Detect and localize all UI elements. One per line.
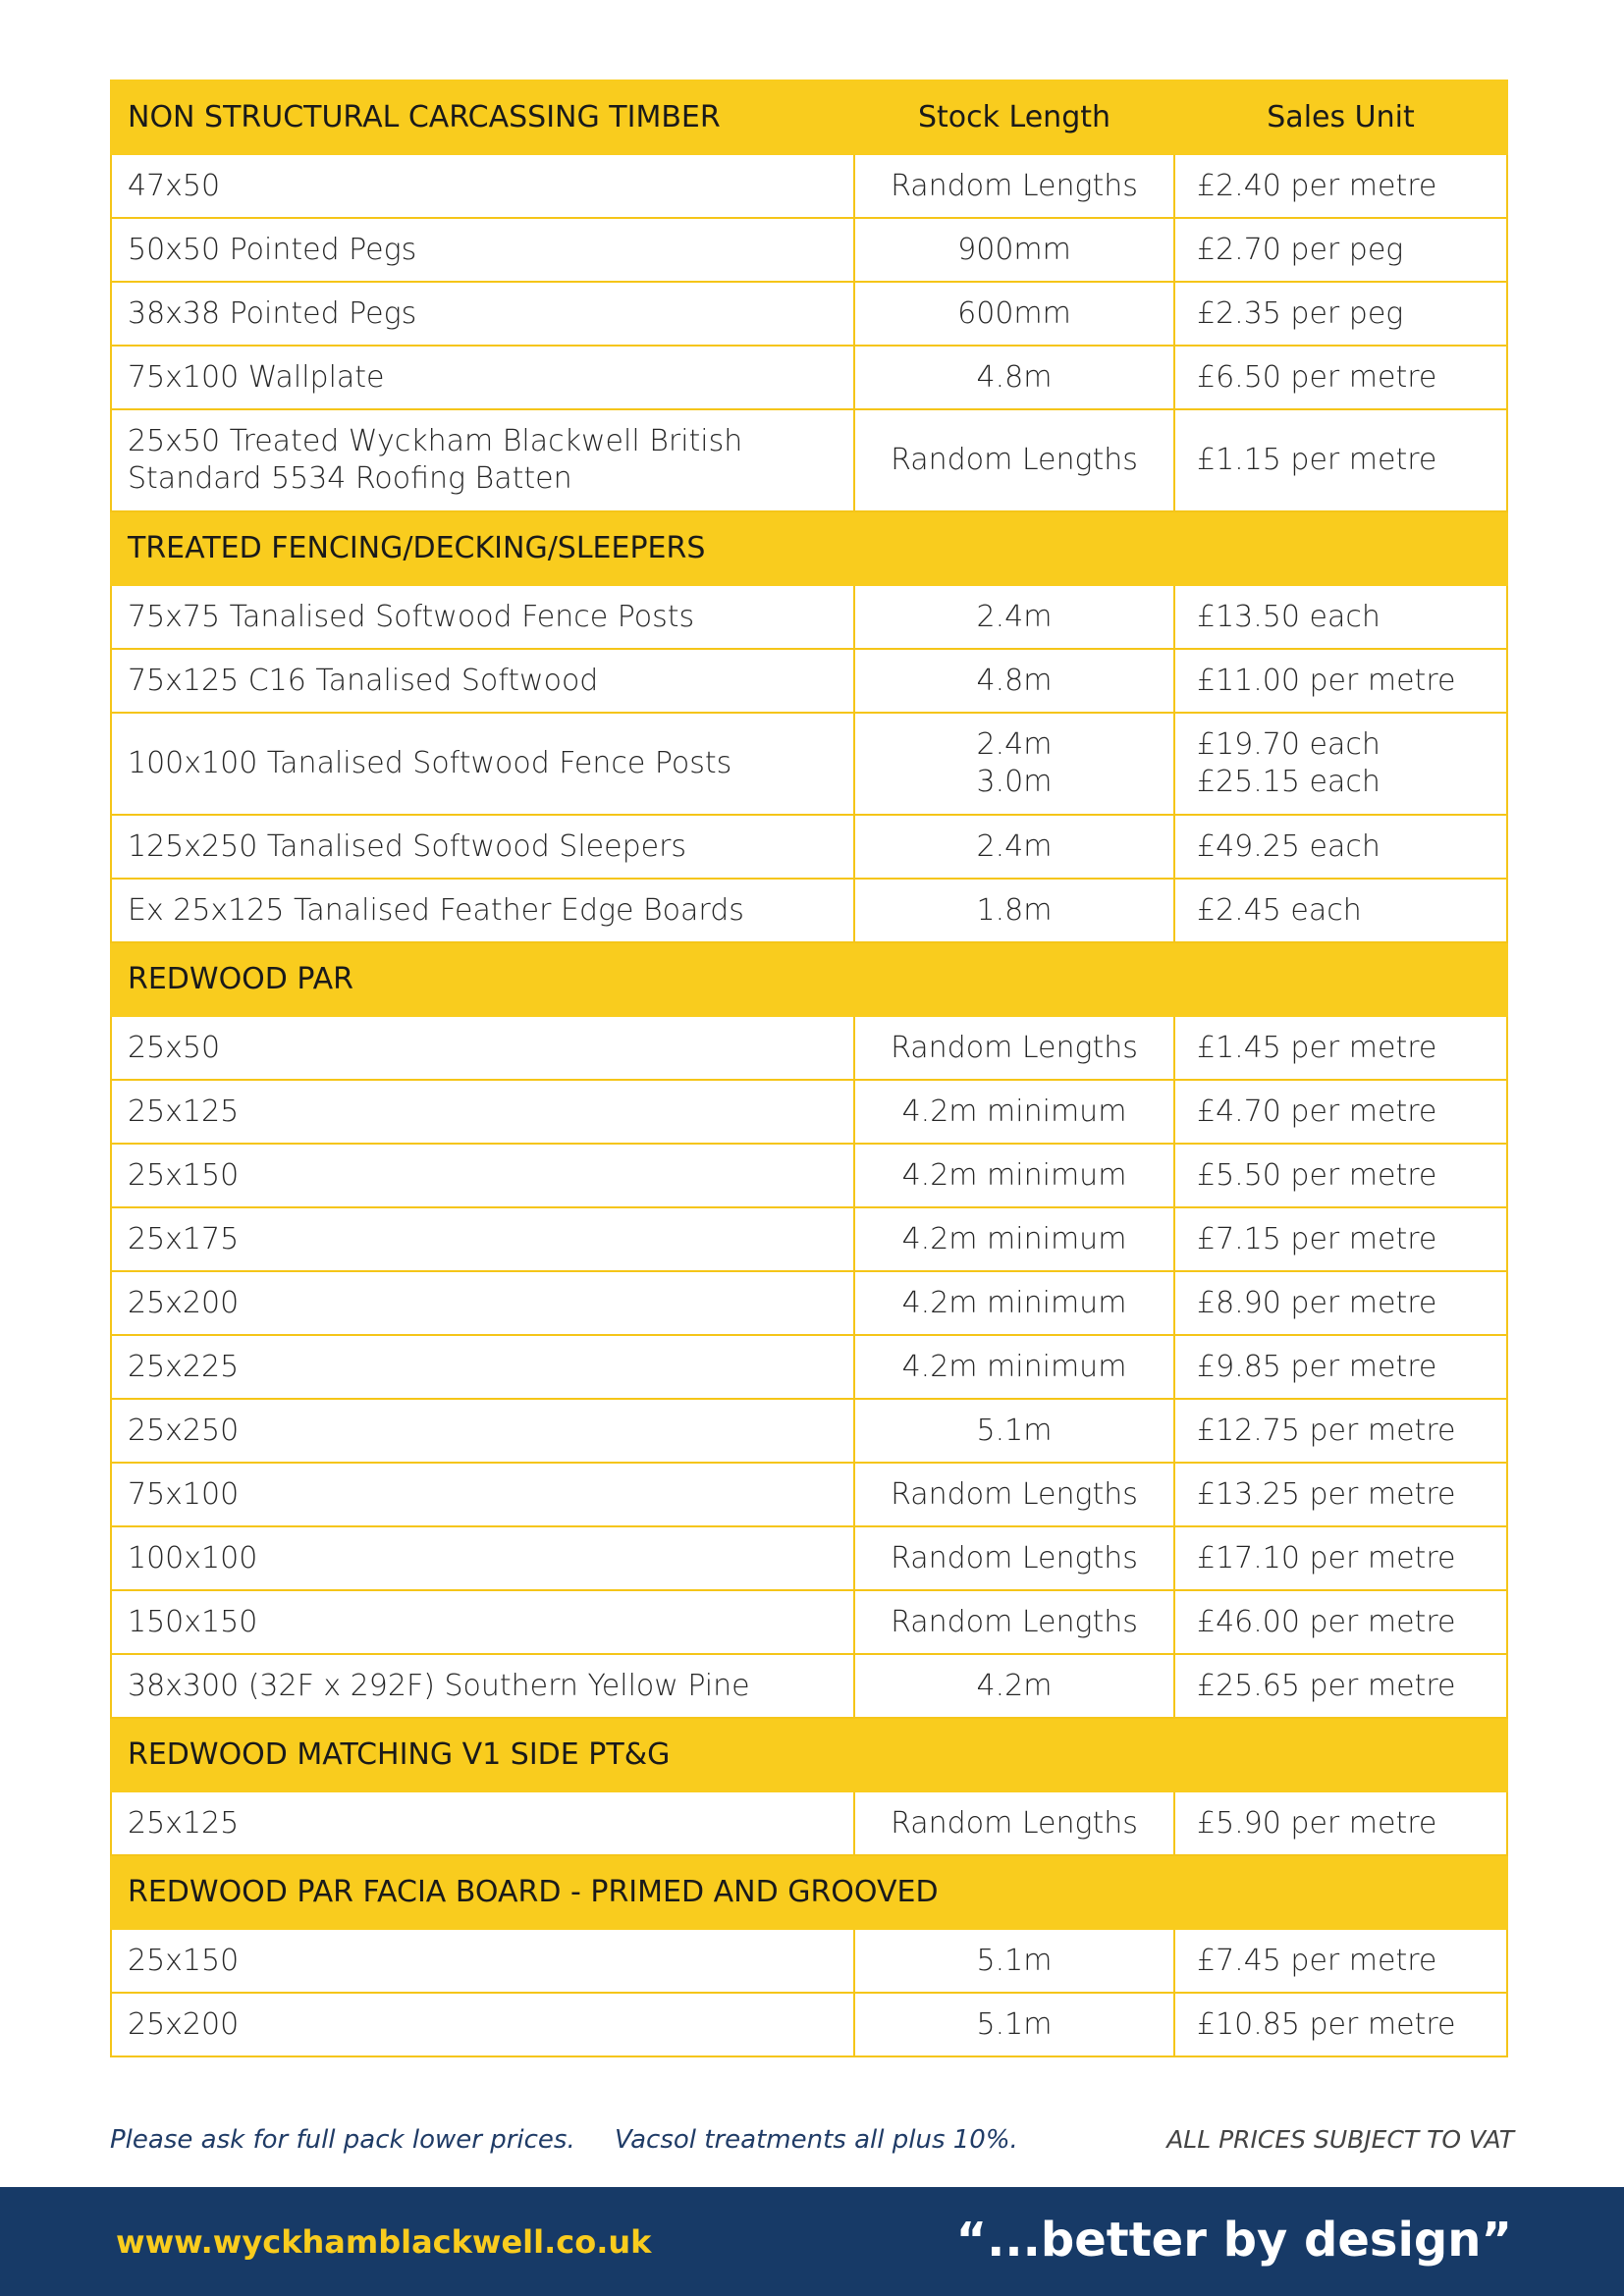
sales-unit-cell-line: £1.45 per metre	[1197, 1030, 1437, 1065]
table-row	[111, 1080, 1507, 1144]
sales-unit-cell	[1174, 1016, 1507, 1080]
sales-unit-cell-line: £2.45 each	[1197, 892, 1362, 928]
stock-length-cell	[854, 1590, 1174, 1654]
sales-unit-cell	[1174, 282, 1507, 346]
stock-length-cell	[854, 1399, 1174, 1463]
stock-length-cell-line: 4.2m	[976, 1668, 1053, 1703]
product-cell	[111, 1271, 854, 1335]
product-cell-line: 25x175	[128, 1221, 240, 1256]
product-cell-line: Ex 25x125 Tanalised Feather Edge Boards	[128, 892, 744, 928]
table-row	[111, 1791, 1507, 1855]
sales-unit-cell-line: £8.90 per metre	[1197, 1285, 1437, 1320]
stock-length-cell	[854, 713, 1174, 815]
stock-length-cell	[854, 1144, 1174, 1207]
stock-length-cell-line: Random Lengths	[891, 1030, 1138, 1065]
stock-length-cell-line: 4.2m minimum	[901, 1221, 1127, 1256]
product-cell	[111, 585, 854, 649]
stock-length-cell-line: Random Lengths	[891, 168, 1138, 203]
sales-unit-cell-line: £12.75 per metre	[1197, 1413, 1456, 1448]
product-cell	[111, 1335, 854, 1399]
sales-unit-cell-line: £10.85 per metre	[1197, 2006, 1456, 2042]
sales-unit-cell-line: £4.70 per metre	[1197, 1094, 1437, 1129]
table-row	[111, 1207, 1507, 1271]
sales-unit-cell	[1174, 1144, 1507, 1207]
sales-unit-cell	[1174, 649, 1507, 713]
sales-unit-cell	[1174, 1080, 1507, 1144]
sales-unit-cell-line: £1.15 per metre	[1197, 443, 1437, 477]
sales-unit-cell-line: £25.65 per metre	[1197, 1668, 1456, 1703]
product-cell	[111, 218, 854, 282]
stock-length-cell	[854, 346, 1174, 409]
product-cell	[111, 1463, 854, 1526]
stock-length-cell-line: 4.2m minimum	[901, 1349, 1127, 1384]
sales-unit-cell	[1174, 713, 1507, 815]
product-cell-line: 75x100 Wallplate	[128, 359, 385, 395]
stock-length-cell-line: 3.0m	[976, 765, 1053, 799]
product-cell	[111, 409, 854, 511]
stock-length-cell	[854, 154, 1174, 218]
product-cell	[111, 1791, 854, 1855]
stock-length-cell	[854, 1080, 1174, 1144]
product-cell-line: 25x200	[128, 2006, 240, 2042]
stock-length-cell	[854, 1791, 1174, 1855]
product-cell-line: 75x100	[128, 1476, 240, 1512]
table-row	[111, 1335, 1507, 1399]
stock-length-cell	[854, 1271, 1174, 1335]
table-row	[111, 346, 1507, 409]
product-cell	[111, 1526, 854, 1590]
sales-unit-cell	[1174, 879, 1507, 942]
stock-length-cell-line: Random Lengths	[891, 1805, 1138, 1841]
table-row	[111, 713, 1507, 815]
product-cell	[111, 1654, 854, 1718]
stock-length-cell-line: 600mm	[957, 295, 1071, 331]
sales-unit-cell	[1174, 1526, 1507, 1590]
product-cell	[111, 713, 854, 815]
product-cell	[111, 815, 854, 879]
sales-unit-cell	[1174, 1463, 1507, 1526]
table-row	[111, 649, 1507, 713]
note-vat: ALL PRICES SUBJECT TO VAT	[1166, 2125, 1514, 2154]
stock-length-cell-line: 4.8m	[976, 359, 1053, 395]
product-cell	[111, 154, 854, 218]
product-cell	[111, 1399, 854, 1463]
table-row	[111, 1144, 1507, 1207]
stock-length-cell-line: 4.8m	[976, 663, 1053, 698]
product-cell-line: 100x100	[128, 1540, 258, 1575]
product-cell-line: Standard 5534 Roofing Batten	[128, 461, 572, 496]
product-cell	[111, 346, 854, 409]
section-title-redwood-par: REDWOOD PAR	[111, 942, 1507, 1016]
sales-unit-cell	[1174, 409, 1507, 511]
table-row	[111, 1993, 1507, 2056]
sales-unit-cell	[1174, 1399, 1507, 1463]
table-row	[111, 815, 1507, 879]
sales-unit-cell-line: £2.70 per peg	[1197, 232, 1404, 267]
product-cell-line: 25x125	[128, 1805, 240, 1841]
stock-length-cell	[854, 1993, 1174, 2056]
stock-length-cell	[854, 879, 1174, 942]
table-row	[111, 1929, 1507, 1993]
section-header	[111, 942, 1507, 1016]
stock-length-cell-line: Random Lengths	[891, 1540, 1138, 1575]
product-cell-line: 25x200	[128, 1285, 240, 1320]
product-cell-line: 25x50	[128, 1030, 221, 1065]
sales-unit-cell	[1174, 1993, 1507, 2056]
sales-unit-cell	[1174, 1929, 1507, 1993]
product-cell	[111, 1993, 854, 2056]
stock-length-cell-line: Random Lengths	[891, 1604, 1138, 1639]
header-sales-unit: Sales Unit	[1174, 80, 1507, 154]
product-cell-line: 125x250 Tanalised Softwood Sleepers	[128, 828, 687, 864]
sales-unit-cell	[1174, 1654, 1507, 1718]
table-row	[111, 218, 1507, 282]
sales-unit-cell-line: £11.00 per metre	[1197, 663, 1456, 698]
product-cell-line: 25x250	[128, 1413, 240, 1448]
product-cell-line: 100x100 Tanalised Softwood Fence Posts	[128, 746, 732, 780]
product-cell-line: 50x50 Pointed Pegs	[128, 232, 417, 267]
stock-length-cell	[854, 1463, 1174, 1526]
table-row	[111, 1463, 1507, 1526]
sales-unit-cell-line: £49.25 each	[1197, 828, 1380, 864]
product-cell	[111, 1080, 854, 1144]
sales-unit-cell-line: £5.50 per metre	[1197, 1157, 1437, 1193]
stock-length-cell	[854, 585, 1174, 649]
stock-length-cell	[854, 1016, 1174, 1080]
sales-unit-cell-line: £5.90 per metre	[1197, 1805, 1437, 1841]
sales-unit-cell	[1174, 218, 1507, 282]
stock-length-cell-line: 900mm	[957, 232, 1071, 267]
product-cell	[111, 1929, 854, 1993]
table-row	[111, 282, 1507, 346]
price-list	[110, 80, 1506, 2057]
product-cell-line: 47x50	[128, 168, 221, 203]
sales-unit-cell-line: £46.00 per metre	[1197, 1604, 1456, 1639]
stock-length-cell	[854, 1335, 1174, 1399]
section-title-carcassing: NON STRUCTURAL CARCASSING TIMBER	[111, 80, 854, 154]
table-row	[111, 1399, 1507, 1463]
sales-unit-cell	[1174, 1207, 1507, 1271]
stock-length-cell	[854, 1526, 1174, 1590]
product-cell-line: 75x125 C16 Tanalised Softwood	[128, 663, 599, 698]
website-link[interactable]: www.wyckhamblackwell.co.uk	[116, 2223, 652, 2261]
sales-unit-cell-line: £9.85 per metre	[1197, 1349, 1437, 1384]
stock-length-cell-line: 4.2m minimum	[901, 1094, 1127, 1129]
stock-length-cell	[854, 1654, 1174, 1718]
product-cell	[111, 879, 854, 942]
sales-unit-cell-line: £19.70 each	[1197, 727, 1380, 762]
stock-length-cell-line: Random Lengths	[891, 443, 1138, 477]
product-cell	[111, 1590, 854, 1654]
header-stock-length: Stock Length	[854, 80, 1174, 154]
table-row	[111, 154, 1507, 218]
stock-length-cell-line: 5.1m	[976, 1943, 1053, 1978]
sales-unit-cell-line: £2.35 per peg	[1197, 295, 1404, 331]
table-header	[111, 80, 1507, 154]
product-cell	[111, 649, 854, 713]
stock-length-cell	[854, 1929, 1174, 1993]
sales-unit-cell	[1174, 1791, 1507, 1855]
footer-bar	[0, 2187, 1624, 2296]
sales-unit-cell-line: £13.50 each	[1197, 599, 1380, 634]
stock-length-cell	[854, 649, 1174, 713]
stock-length-cell-line: 2.4m	[976, 828, 1053, 864]
stock-length-cell-line: 4.2m minimum	[901, 1157, 1127, 1193]
stock-length-cell	[854, 218, 1174, 282]
sales-unit-cell	[1174, 154, 1507, 218]
note-vacsol: Vacsol treatments all plus 10%.	[615, 2125, 1018, 2155]
price-table	[110, 80, 1508, 2057]
product-cell-line: 25x50 Treated Wyckham Blackwell British	[128, 424, 743, 458]
product-cell-line: 75x75 Tanalised Softwood Fence Posts	[128, 599, 695, 634]
table-row	[111, 585, 1507, 649]
stock-length-cell	[854, 282, 1174, 346]
price-table-body	[111, 80, 1507, 2056]
product-cell	[111, 1144, 854, 1207]
sales-unit-cell	[1174, 1271, 1507, 1335]
product-cell-line: 150x150	[128, 1604, 258, 1639]
section-title-fencing: TREATED FENCING/DECKING/SLEEPERS	[111, 511, 1507, 585]
stock-length-cell	[854, 1207, 1174, 1271]
section-header	[111, 511, 1507, 585]
section-header	[111, 1855, 1507, 1929]
stock-length-cell-line: 2.4m	[976, 727, 1053, 762]
product-cell-line: 38x38 Pointed Pegs	[128, 295, 417, 331]
sales-unit-cell	[1174, 1590, 1507, 1654]
sales-unit-cell-line: £7.15 per metre	[1197, 1221, 1437, 1256]
table-row	[111, 879, 1507, 942]
sales-unit-cell	[1174, 346, 1507, 409]
stock-length-cell-line: 2.4m	[976, 599, 1053, 634]
section-header	[111, 1718, 1507, 1791]
sales-unit-cell	[1174, 815, 1507, 879]
table-row	[111, 1271, 1507, 1335]
stock-length-cell	[854, 815, 1174, 879]
stock-length-cell-line: 4.2m minimum	[901, 1285, 1127, 1320]
table-row	[111, 1016, 1507, 1080]
table-row	[111, 1590, 1507, 1654]
product-cell-line: 25x225	[128, 1349, 240, 1384]
section-title-redwood-matching: REDWOOD MATCHING V1 SIDE PT&G	[111, 1718, 1507, 1791]
sales-unit-cell-line: £17.10 per metre	[1197, 1540, 1456, 1575]
stock-length-cell	[854, 409, 1174, 511]
product-cell-line: 25x125	[128, 1094, 240, 1129]
sales-unit-cell-line: £2.40 per metre	[1197, 168, 1437, 203]
stock-length-cell-line: 5.1m	[976, 2006, 1053, 2042]
product-cell-line: 38x300 (32F x 292F) Southern Yellow Pine	[128, 1668, 750, 1703]
sales-unit-cell	[1174, 1335, 1507, 1399]
tagline: “...better by design”	[955, 2213, 1512, 2268]
product-cell	[111, 282, 854, 346]
footnotes	[110, 2120, 1514, 2160]
note-full-pack: Please ask for full pack lower prices.	[110, 2125, 575, 2155]
stock-length-cell-line: 1.8m	[976, 892, 1053, 928]
table-row	[111, 1654, 1507, 1718]
stock-length-cell-line: Random Lengths	[891, 1476, 1138, 1512]
table-row	[111, 1526, 1507, 1590]
sales-unit-cell-line: £25.15 each	[1197, 765, 1380, 799]
product-cell	[111, 1016, 854, 1080]
product-cell-line: 25x150	[128, 1157, 240, 1193]
sales-unit-cell-line: £7.45 per metre	[1197, 1943, 1437, 1978]
sales-unit-cell	[1174, 585, 1507, 649]
section-title-facia-board: REDWOOD PAR FACIA BOARD - PRIMED AND GROOVED	[111, 1855, 1507, 1929]
sales-unit-cell-line: £6.50 per metre	[1197, 359, 1437, 395]
sales-unit-cell-line: £13.25 per metre	[1197, 1476, 1456, 1512]
product-cell-line: 25x150	[128, 1943, 240, 1978]
table-row	[111, 409, 1507, 511]
product-cell	[111, 1207, 854, 1271]
stock-length-cell-line: 5.1m	[976, 1413, 1053, 1448]
